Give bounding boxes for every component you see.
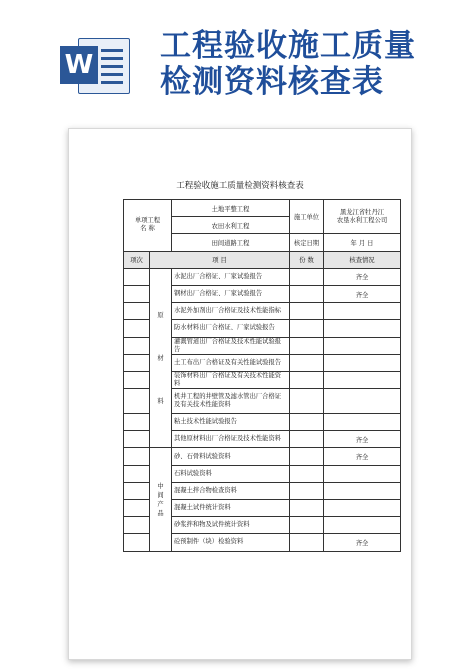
item-cell: 砂浆拌和物及试件统计资料 xyxy=(172,517,290,534)
banner xyxy=(0,0,474,118)
item-no-cell xyxy=(124,389,150,414)
item-no-cell xyxy=(124,482,150,499)
count-cell xyxy=(290,534,324,551)
item-cell: 砂、石骨料试验资料 xyxy=(172,448,290,465)
word-icon xyxy=(60,34,130,96)
item-no-cell xyxy=(124,431,150,448)
group-label-char: 原 xyxy=(157,311,164,319)
document-title: 工程验收施工质量检测资料核查表 xyxy=(176,181,304,191)
item-no-cell xyxy=(124,414,150,431)
banner-title-line-1: 工程验收施工质量 xyxy=(160,28,416,64)
item-cell: 钢材出厂合格证、厂家试验报告 xyxy=(172,285,290,302)
item-no-cell xyxy=(124,500,150,517)
item-no-cell xyxy=(124,448,150,465)
project-name-1: 土地平整工程 xyxy=(172,200,290,217)
status-cell xyxy=(324,500,401,517)
status-cell: 齐全 xyxy=(324,431,401,448)
unit-project-label-text: 单项工程 名 称 xyxy=(134,217,161,233)
group-label xyxy=(150,448,172,551)
table-row xyxy=(124,448,401,465)
item-cell: 砼预制件（块）检验资料 xyxy=(172,534,290,551)
status-cell xyxy=(324,303,401,320)
word-letter-badge: W xyxy=(60,46,98,84)
count-cell xyxy=(290,285,324,302)
item-cell: 机井工程的井壁管及滤水管出厂合格证及有关技术性能资料 xyxy=(172,389,290,414)
col-header-item-no: 项次 xyxy=(124,251,150,268)
construction-unit-value xyxy=(324,200,401,234)
item-cell: 灌溉管道出厂合格证及技术性能试验报告 xyxy=(172,337,290,354)
status-cell: 齐全 xyxy=(324,285,401,302)
project-name-2: 农田水利工程 xyxy=(172,217,290,234)
group-label-char: 产 xyxy=(157,500,164,508)
status-cell xyxy=(324,414,401,431)
item-cell: 混凝土拌合物检查资料 xyxy=(172,482,290,499)
count-cell xyxy=(290,389,324,414)
item-cell: 粘土技术性能试验报告 xyxy=(172,414,290,431)
item-cell: 混凝土试件统计资料 xyxy=(172,500,290,517)
group-label-char: 材 xyxy=(157,354,164,362)
count-cell xyxy=(290,320,324,337)
status-cell xyxy=(324,354,401,371)
table-row xyxy=(124,268,401,285)
count-cell xyxy=(290,337,324,354)
status-cell xyxy=(324,482,401,499)
count-cell xyxy=(290,371,324,388)
item-no-cell xyxy=(124,517,150,534)
banner-title-line-2: 检测资料核查表 xyxy=(160,64,384,100)
col-header-count: 份 数 xyxy=(290,251,324,268)
item-no-cell xyxy=(124,534,150,551)
col-header-status: 核查情况 xyxy=(324,251,401,268)
check-date-label: 核定日期 xyxy=(290,234,324,251)
construction-unit-value-text: 黑龙江省牡丹江 农垦水利工程公司 xyxy=(336,208,388,224)
item-cell: 防水材料出厂合格证、厂家试验报告 xyxy=(172,320,290,337)
item-no-cell xyxy=(124,303,150,320)
item-cell: 土工布出厂合格证及有关性能试验报告 xyxy=(172,354,290,371)
status-cell xyxy=(324,465,401,482)
col-header-item: 项 目 xyxy=(150,251,290,268)
item-no-cell xyxy=(124,285,150,302)
header-row-1 xyxy=(124,200,401,217)
status-cell xyxy=(324,517,401,534)
status-cell: 齐全 xyxy=(324,448,401,465)
column-header-row xyxy=(124,251,401,268)
count-cell xyxy=(290,500,324,517)
item-no-cell xyxy=(124,371,150,388)
count-cell xyxy=(290,303,324,320)
count-cell xyxy=(290,482,324,499)
count-cell xyxy=(290,268,324,285)
count-cell xyxy=(290,354,324,371)
item-cell: 水泥出厂合格证、厂家试验报告 xyxy=(172,268,290,285)
unit-project-label xyxy=(124,200,172,252)
banner-title xyxy=(160,28,416,100)
status-cell xyxy=(324,371,401,388)
item-no-cell xyxy=(124,268,150,285)
inspection-table xyxy=(123,199,401,552)
check-date-value: 年 月 日 xyxy=(324,234,401,251)
item-cell: 其他原材料出厂合格证及技术性能资料 xyxy=(172,431,290,448)
count-cell xyxy=(290,517,324,534)
group-label-char: 中 xyxy=(157,482,164,490)
group-label-char: 品 xyxy=(157,509,164,517)
project-name-3: 田间道路工程 xyxy=(172,234,290,251)
group-label xyxy=(150,268,172,448)
group-label-char: 料 xyxy=(157,397,164,405)
status-cell: 齐全 xyxy=(324,268,401,285)
count-cell xyxy=(290,414,324,431)
item-cell: 装饰材料出厂合格证及有关技术性能资料 xyxy=(172,371,290,388)
construction-unit-label: 施工单位 xyxy=(290,200,324,234)
count-cell xyxy=(290,448,324,465)
status-cell xyxy=(324,320,401,337)
item-no-cell xyxy=(124,320,150,337)
count-cell xyxy=(290,465,324,482)
status-cell xyxy=(324,389,401,414)
item-no-cell xyxy=(124,337,150,354)
count-cell xyxy=(290,431,324,448)
group-label-char: 间 xyxy=(157,491,164,499)
item-no-cell xyxy=(124,354,150,371)
item-cell: 石料试验资料 xyxy=(172,465,290,482)
status-cell: 齐全 xyxy=(324,534,401,551)
item-no-cell xyxy=(124,465,150,482)
item-cell: 水泥外加剂出厂合格证及技术性能指标 xyxy=(172,303,290,320)
document-preview xyxy=(68,128,412,660)
status-cell xyxy=(324,337,401,354)
